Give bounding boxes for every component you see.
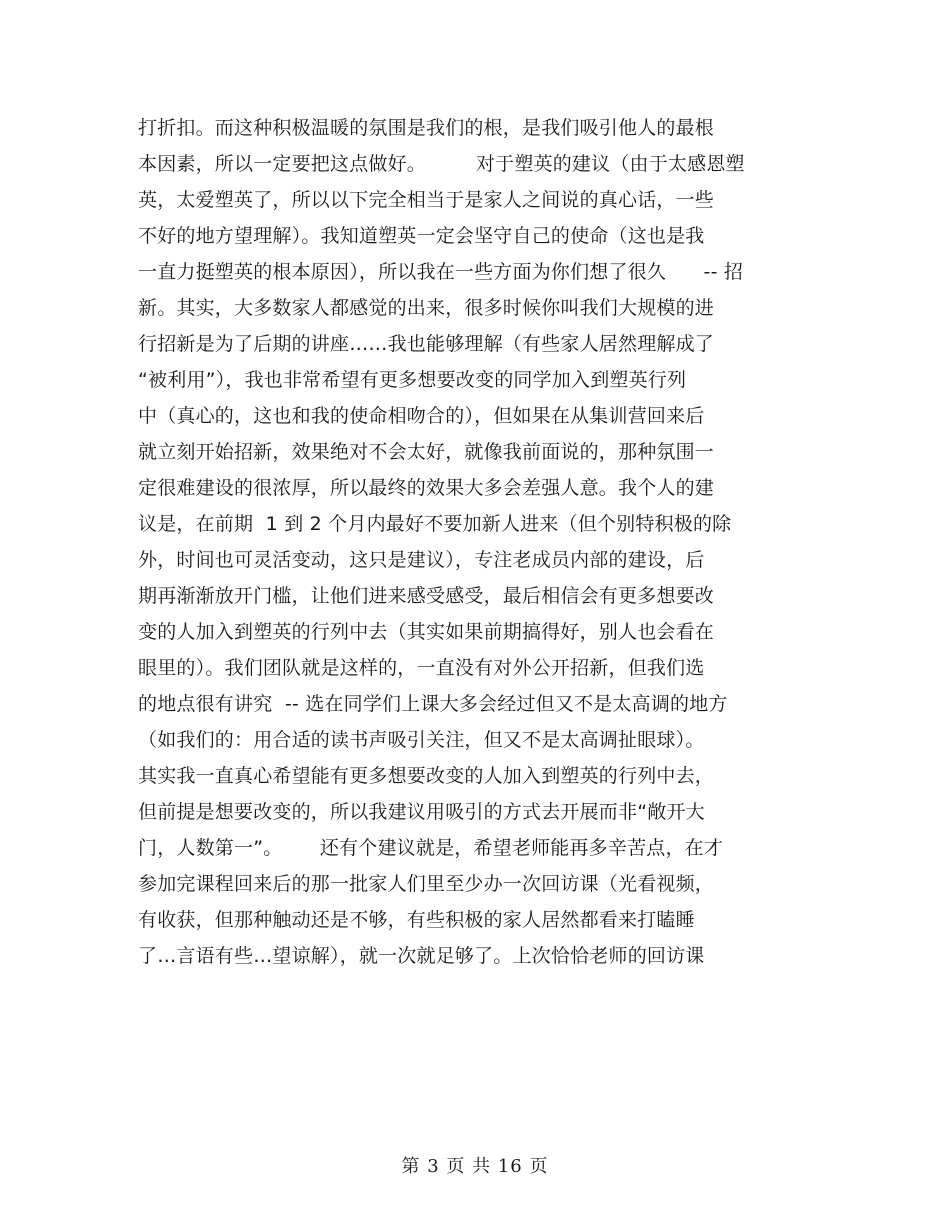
text-line: 其实我一直真心希望能有更多想要改变的人加入到塑英的行列中去，	[138, 765, 715, 787]
text-line: 行招新是为了后期的讲座……我也能够理解（有些家人居然理解成了	[138, 333, 715, 355]
text-line: 外，时间也可灵活变动，这只是建议），专注老成员内部的建设，后	[138, 549, 705, 571]
text-line: “被利用”），我也非常希望有更多想要改变的同学加入到塑英行列	[138, 369, 687, 391]
text-line: 中（真心的，这也和我的使命相吻合的），但如果在从集训营回来后	[138, 405, 705, 427]
text-line: 的地点很有讲究 -- 选在同学们上课大多会经过但又不是太高调的地方	[138, 693, 728, 715]
text-line: 就立刻开始招新，效果绝对不会太好，就像我前面说的，那种氛围一	[138, 441, 715, 463]
text-line: 变的人加入到塑英的行列中去（其实如果前期搞得好，别人也会看在	[138, 621, 715, 643]
text-line: 门，人数第一”。 还有个建议就是，希望老师能再多辛苦点，在才	[138, 837, 724, 859]
text-line: 眼里的）。我们团队就是这样的，一直没有对外公开招新，但我们选	[138, 657, 705, 679]
text-line: （如我们的：用合适的读书声吸引关注，但又不是太高调扯眼球）。	[138, 729, 705, 751]
text-line: 期再渐渐放开门槛，让他们进来感受感受，最后相信会有更多想要改	[138, 585, 715, 607]
page-number-footer: 第 3 页 共 16 页	[401, 1156, 549, 1177]
text-line: 参加完课程回来后的那一批家人们里至少办一次回访课（光看视频，	[138, 873, 715, 895]
text-line: 议是，在前期 1 到 2 个月内最好不要加新人进来（但个别特积极的除	[138, 513, 732, 535]
text-line: 有收获，但那种触动还是不够，有些积极的家人居然都看来打瞌睡	[138, 909, 695, 931]
text-line: 但前提是想要改变的，所以我建议用吸引的方式去开展而非“敞开大	[138, 801, 705, 823]
text-line: 英，太爱塑英了，所以以下完全相当于是家人之间说的真心话，一些	[138, 189, 715, 211]
text-line: 一直力挺塑英的根本原因），所以我在一些方面为你们想了很久 -- 招	[138, 261, 744, 283]
text-line: 不好的地方望理解）。我知道塑英一定会坚守自己的使命（这也是我	[138, 225, 705, 247]
text-line: 本因素，所以一定要把这点做好。 对于塑英的建议（由于太感恩塑	[138, 153, 745, 175]
text-line: 了…言语有些…望谅解），就一次就足够了。上次恰恰老师的回访课	[138, 945, 705, 967]
text-line: 打折扣。而这种积极温暖的氛围是我们的根，是我们吸引他人的最根	[138, 117, 715, 139]
text-line: 新。其实，大多数家人都感觉的出来，很多时候你叫我们大规模的进	[138, 297, 715, 319]
text-line: 定很难建设的很浓厚，所以最终的效果大多会差强人意。我个人的建	[138, 477, 715, 499]
